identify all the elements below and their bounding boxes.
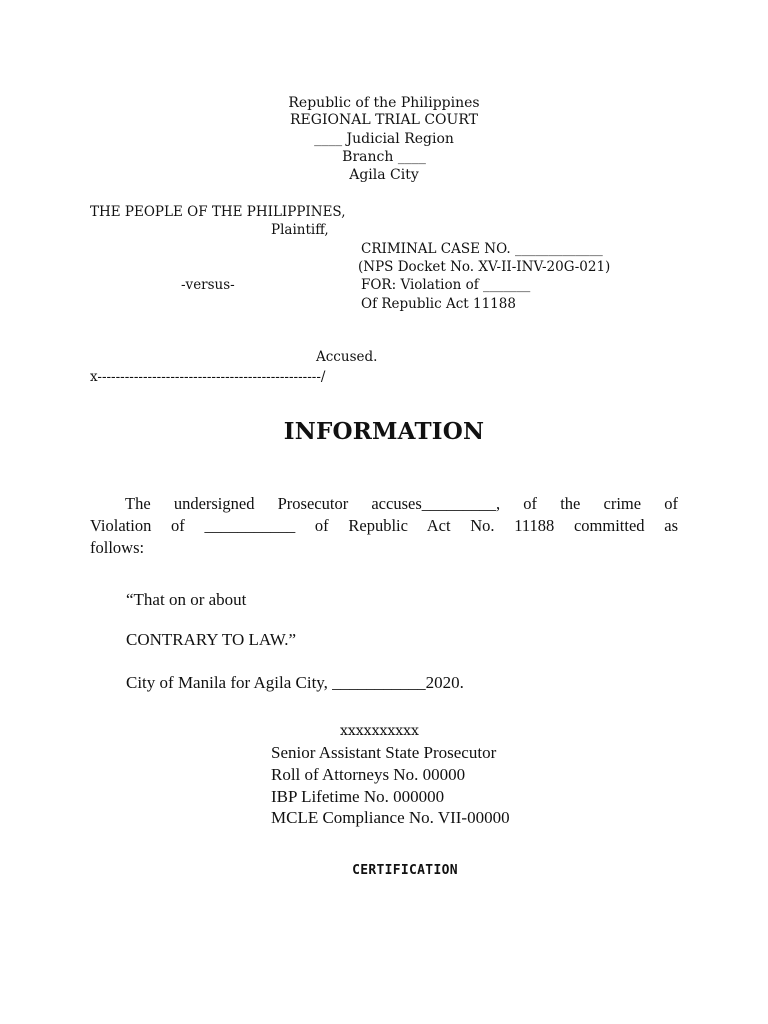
accused-label: Accused. <box>316 349 378 365</box>
judicial-region: ____ Judicial Region <box>314 131 454 147</box>
court-name: REGIONAL TRIAL COURT <box>290 112 478 128</box>
plaintiff-role: Plaintiff, <box>271 222 329 238</box>
paragraph-line-1: The undersigned Prosecutor accuses_________, of the crime of <box>125 494 678 513</box>
paragraph-line <box>90 493 678 515</box>
dateline: City of Manila for Agila City, ___________2020. <box>126 673 464 692</box>
versus-label: -versus- <box>181 277 235 293</box>
nps-docket-number: (NPS Docket No. XV-II-INV-20G-021) <box>358 259 611 275</box>
prosecutor-name: xxxxxxxxxx <box>340 723 419 739</box>
information-paragraph <box>90 493 678 559</box>
roll-of-attorneys: Roll of Attorneys No. 00000 <box>271 765 466 784</box>
certification-heading: CERTIFICATION <box>352 863 458 878</box>
violation-line: FOR: Violation of _______ <box>361 277 531 293</box>
branch-line: Branch ____ <box>342 149 426 165</box>
paragraph-line-3: follows: <box>90 538 145 557</box>
paragraph-line <box>90 515 678 537</box>
ibp-lifetime-number: IBP Lifetime No. 000000 <box>271 787 445 806</box>
city-line: Agila City <box>349 167 419 183</box>
paragraph-line <box>90 537 678 559</box>
plaintiff-name: THE PEOPLE OF THE PHILIPPINES, <box>90 204 346 220</box>
paragraph-line-2: Violation of ___________ of Republic Act No. 11188 committed as <box>90 516 678 535</box>
republic-act-line: Of Republic Act 11188 <box>361 296 516 312</box>
caption-separator: x-------------------------------------------------/ <box>90 369 326 385</box>
document-title: INFORMATION <box>283 418 485 445</box>
quote-start: “That on or about <box>126 590 247 609</box>
mcle-compliance-number: MCLE Compliance No. VII-00000 <box>271 808 510 827</box>
contrary-to-law: CONTRARY TO LAW.” <box>126 630 297 649</box>
republic-line: Republic of the Philippines <box>288 95 480 111</box>
criminal-case-number: CRIMINAL CASE NO. _____________ <box>361 241 603 257</box>
prosecutor-position: Senior Assistant State Prosecutor <box>271 743 497 762</box>
